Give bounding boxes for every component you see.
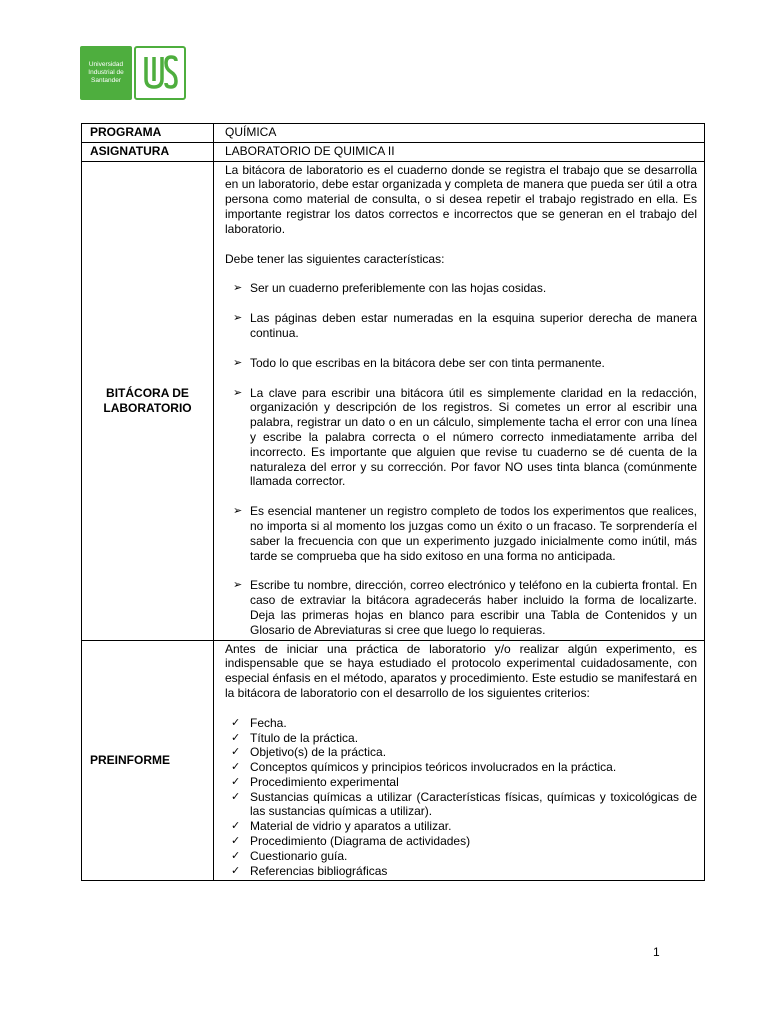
check-icon: ✓	[231, 820, 241, 833]
arrow-bullet-icon: ➢	[233, 312, 243, 325]
list-item: ✓ Material de vidrio y aparatos a utilizar.	[231, 819, 452, 834]
arrow-bullet-icon: ➢	[233, 386, 243, 399]
arrow-bullet-icon: ➢	[233, 356, 243, 369]
check-icon: ✓	[231, 864, 241, 877]
asignatura-label: ASIGNATURA	[82, 142, 214, 161]
logo-text-block: Universidad Industrial de Santander	[80, 46, 132, 100]
bitacora-list	[225, 281, 697, 637]
check-icon: ✓	[231, 731, 241, 744]
row-programa	[82, 124, 705, 143]
asignatura-value: LABORATORIO DE QUIMICA II	[214, 142, 705, 161]
list-item: ➢ Las páginas deben estar numeradas en la esquina superior derecha de manera continua.	[233, 311, 697, 340]
list-item: ➢ La clave para escribir una bitácora útil es simplemente claridad en la redacción, organización y descripción de los registros. Si cometes un error al escribir una palabra, registrar un dato o en un cálculo, simplemente tacha el error con una línea y escribe la palabra correcta o el número correcto inmediatamente arriba del incorrecto. Es importante que alguien que revise tu cuaderno se dé cuenta de la naturaleza del error y su corrección. Por favor NO uses tinta blanca (comúnmente llamada corrector.	[233, 385, 697, 489]
check-icon: ✓	[231, 775, 241, 788]
check-icon: ✓	[231, 849, 241, 862]
check-icon: ✓	[231, 746, 241, 759]
list-item: ✓ Objetivo(s) de la práctica.	[231, 745, 387, 760]
preinforme-label: PREINFORME	[82, 640, 214, 881]
list-item: ✓ Fecha.	[231, 715, 287, 730]
bitacora-label: BITÁCORA DE LABORATORIO	[82, 161, 214, 640]
list-item: ✓ Sustancias químicas a utilizar (Características físicas, químicas y toxicológicas de las sustancias químicas a utilizar).	[231, 789, 697, 819]
page-number: 1	[653, 945, 660, 959]
arrow-bullet-icon: ➢	[233, 505, 243, 518]
list-item: ✓ Procedimiento experimental	[231, 774, 399, 789]
list-item: ✓ Cuestionario guía.	[231, 848, 348, 863]
check-icon: ✓	[231, 716, 241, 729]
row-preinforme	[82, 640, 705, 881]
check-icon: ✓	[231, 761, 241, 774]
preinforme-intro: Antes de iniciar una práctica de laboratorio y/o realizar algún experimento, es indispensable que se haya estudiado el protocolo experimental cuidadosamente, con especial énfasis en el método, aparatos y procedimiento. Este estudio se manifestará en la bitácora de laboratorio con el desarrollo de los siguientes criterios:	[225, 641, 697, 700]
bitacora-lead: Debe tener las siguientes características:	[225, 251, 445, 266]
check-icon: ✓	[231, 790, 241, 803]
list-item: ✓ Título de la práctica.	[231, 730, 359, 745]
uis-monogram-icon	[134, 46, 186, 100]
arrow-bullet-icon: ➢	[233, 579, 243, 592]
list-item: ✓ Procedimiento (Diagrama de actividades)	[231, 834, 471, 849]
preinforme-list	[225, 716, 697, 879]
bitacora-content	[214, 161, 705, 640]
programa-label: PROGRAMA	[82, 124, 214, 143]
list-item: ✓ Referencias bibliográficas	[231, 863, 388, 878]
programa-value: QUÍMICA	[214, 124, 705, 143]
list-item: ✓ Conceptos químicos y principios teóricos involucrados en la práctica.	[231, 760, 617, 775]
list-item: ➢ Es esencial mantener un registro completo de todos los experimentos que realices, no importa si al momento los juzgas como un éxito o un fracaso. Te sorprendería el saber la frecuencia con que un experimento juzgado inicialmente como inútil, más tarde se comprueba que ha sido exitoso en una forma no anticipada.	[233, 504, 697, 563]
list-item: ➢ Todo lo que escribas en la bitácora debe ser con tinta permanente.	[233, 355, 605, 370]
course-info-table	[81, 123, 705, 881]
row-bitacora	[82, 161, 705, 640]
row-asignatura	[82, 142, 705, 161]
list-item: ➢ Ser un cuaderno preferiblemente con las hojas cosidas.	[233, 281, 547, 296]
bitacora-intro: La bitácora de laboratorio es el cuaderno donde se registra el trabajo que se desarrolla en un laboratorio, debe estar organizada y completa de manera que pueda ser útil a otra persona como material de consulta, o si desea repetir el trabajo registrado en ella. Es importante registrar los datos correctos e incorrectos que se generan en el trabajo del laboratorio.	[225, 162, 697, 236]
arrow-bullet-icon: ➢	[233, 282, 243, 295]
list-item: ➢ Escribe tu nombre, dirección, correo electrónico y teléfono en la cubierta frontal. En caso de extraviar la bitácora agradecerás haber incluido la forma de localizarte. Deja las primeras hojas en blanco para escribir una Tabla de Contenidos y un Glosario de Abreviaturas si cree que luego lo requieras.	[233, 578, 697, 637]
university-logo	[80, 46, 186, 102]
check-icon: ✓	[231, 835, 241, 848]
preinforme-content	[214, 640, 705, 881]
